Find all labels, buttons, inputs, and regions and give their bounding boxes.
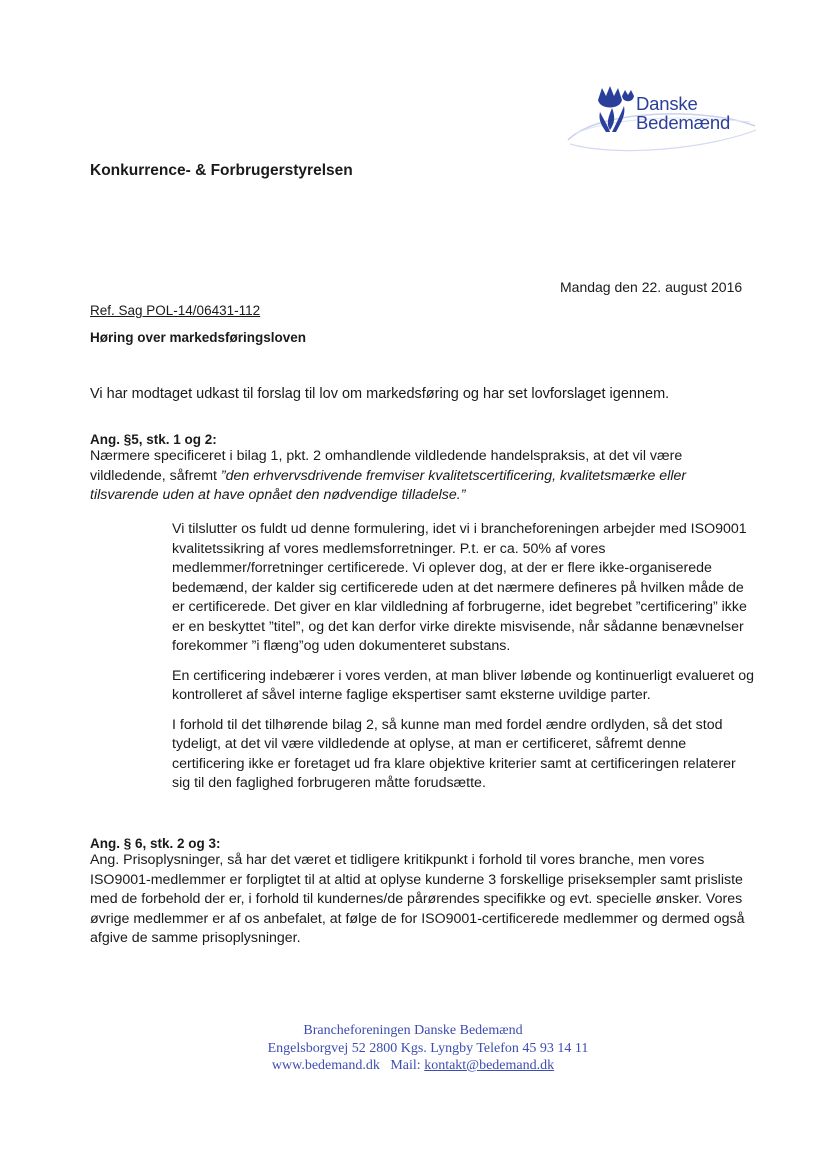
footer-contact — [0, 1057, 826, 1075]
logo-text — [636, 94, 730, 132]
section-1-title: Ang. §5, stk. 1 og 2: — [90, 432, 217, 447]
section-2-text: Ang. Prisoplysninger, så har det været et tidligere kritikpunkt i forhold til vores branche, men vores ISO9001-medlemmer er forpligtet til at altid at oplyse kunderne 3 forskellige priseksempler samt prisliste med de forbehold der er, i forhold til kundernes/de pårørendes specifikke og evt. specielle ønsker. Vores øvrige medlemmer er af os anbefalet, at følge de for ISO9001-certificerede medlemmer og dermed også afgive de samme prisoplysninger. — [90, 852, 745, 946]
letter-footer — [0, 1022, 826, 1075]
footer-mail-label: Mail: — [390, 1058, 421, 1073]
section-1-lead: Nærmere specificeret i bilag 1, pkt. 2 omhandlende vildledende handelspraksis, at det vil være vildledende, såfremt — [90, 448, 683, 484]
section-1-text — [90, 447, 750, 506]
section-2 — [90, 836, 750, 949]
section-1-quote: ”den erhvervsdrivende fremviser kvalitetscertificering, kvalitetsmærke eller tilsvarende uden at have opnået den nødvendige tilladelse.” — [90, 467, 687, 503]
recipient: Konkurrence- & Forbrugerstyrelsen — [90, 162, 353, 179]
letter-subject: Høring over markedsføringsloven — [90, 330, 307, 345]
section-2-title: Ang. § 6, stk. 2 og 3: — [90, 836, 221, 851]
footer-web[interactable]: www.bedemand.dk — [271, 1058, 380, 1073]
letter-date: Mandag den 22. august 2016 — [560, 279, 743, 295]
intro-paragraph: Vi har modtaget udkast til forslag til lov om markedsføring og har set lovforslaget igennem. — [90, 386, 670, 402]
comment-paragraph-1: Vi tilslutter os fuldt ud denne formulering, idet vi i brancheforeningen arbejder med ISO9001 kvalitetssikring af vores medlemsforretninger. P.t. er ca. 50% af vores medlemmer/forretninger certificerede. Vi oplever dog, at der er flere ikke-organiserede bedemænd, der kalder sig certificerede uden at det nærmere defineres på hvilken måde de er certificerede. Det giver en klar vildledning af forbrugerne, idet begrebet ”certificering” ikke er en beskyttet ”titel”, og det kan derfor virke direkte misvisende, når sådanne benævnelser forekommer ”i flæng”og uden dokumenteret substans. — [172, 521, 747, 654]
section-1 — [90, 432, 750, 506]
comment-paragraph-2: En certificering indebærer i vores verden, at man bliver løbende og kontinuerligt evalueret og kontrolleret af såvel interne faglige ekspertiser samt eksterne uvildige parter. — [172, 667, 754, 703]
footer-org: Brancheforeningen Danske Bedemænd — [303, 1023, 523, 1038]
case-reference: Ref. Sag POL-14/06431-112 — [90, 303, 261, 318]
section-1-comments — [172, 520, 757, 804]
comment-paragraph-3: I forhold til det tilhørende bilag 2, så kunne man med fordel ændre ordlyden, så det stod tydeligt, at det vil være vildledende at oplyse, at man er certificeret, såfremt denne certificering ikke er foretaget ud fra klare objektive kriterier samt at certificeringen relaterer sig til den faglighed forbrugeren måtte forudsætte. — [172, 716, 736, 791]
footer-address: Engelsborgvej 52 2800 Kgs. Lyngby Telefon 45 93 14 11 — [267, 1040, 589, 1056]
logo-line-1: Danske — [636, 93, 698, 114]
logo-line-2: Bedemænd — [636, 112, 731, 133]
footer-email-link[interactable]: kontakt@bedemand.dk — [424, 1058, 555, 1073]
